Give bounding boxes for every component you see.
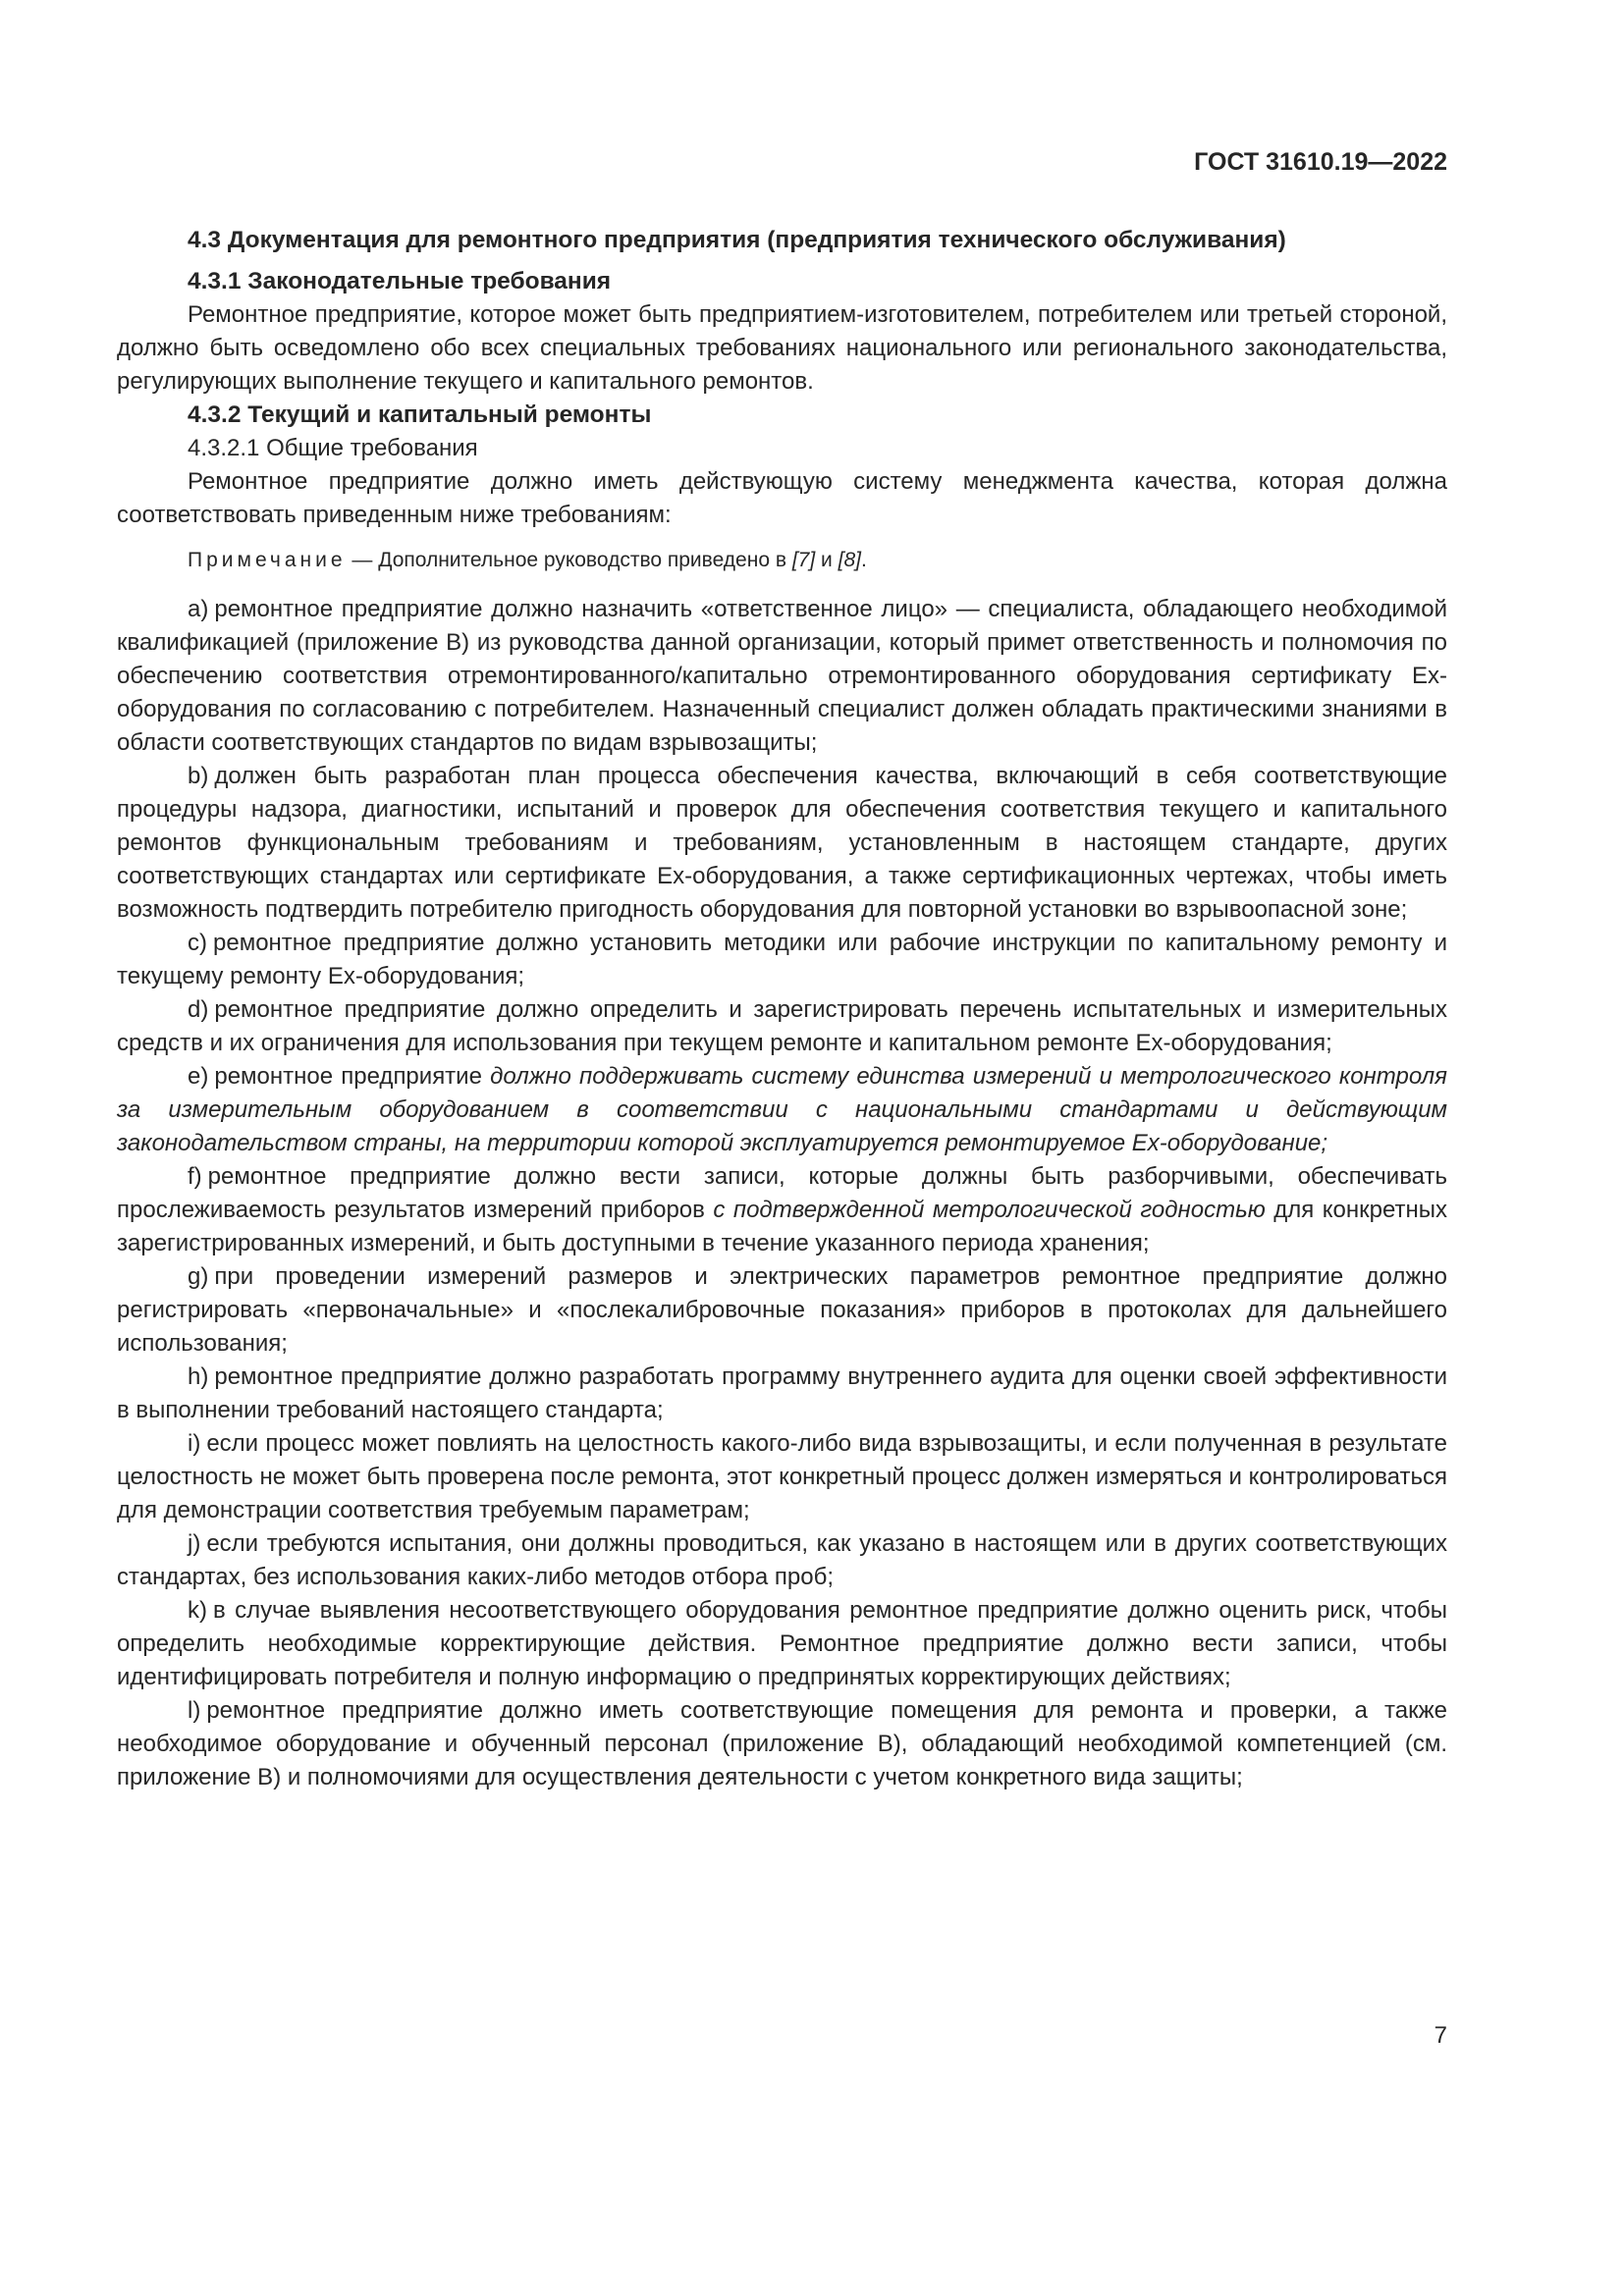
list-item-text: ремонтное предприятие должно вести записи, которые должны быть разборчивыми, обеспечивать прослеживаемость результатов измерений приборов (117, 1163, 1447, 1223)
note-and: и (815, 549, 839, 571)
section-heading-4-3-2: 4.3.2 Текущий и капитальный ремонты (188, 401, 652, 428)
list-letter: b) (188, 763, 209, 789)
list-item-h (117, 1361, 1447, 1427)
list-letter: l) (188, 1697, 201, 1724)
list-item-text: если процесс может повлиять на целостность какого-либо вида взрывозащиты, и если полученная в результате целостность не может быть проверена после ремонта, этот конкретный процесс должен измеряться и контролироваться для демонстрации соответствия требуемым параметрам; (117, 1430, 1447, 1523)
list-item-b (117, 760, 1447, 927)
list-item-g (117, 1260, 1447, 1361)
list-item-text: ремонтное предприятие должно иметь соответствующие помещения для ремонта и проверки, а также необходимое оборудование и обученный персонал (приложение В), обладающий необходимой компетенцией (см. приложение В) и полномочиями для осуществления деятельности с учетом конкретного вида защиты; (117, 1697, 1447, 1790)
list-item-text-after: для конкретных зарегистрированных измерений, и быть доступными в течение указанного периода хранения; (117, 1197, 1447, 1256)
list-letter: k) (188, 1597, 207, 1624)
note-ref-8: [8] (838, 549, 861, 571)
list-item-text: ремонтное предприятие (214, 1063, 491, 1090)
list-item-text: ремонтное предприятие должно разработать программу внутреннего аудита для оценки своей эффективности в выполнении требований настоящего стандарта; (117, 1363, 1447, 1423)
document-id-header: ГОСТ 31610.19—2022 (1194, 148, 1447, 176)
section-heading-4-3: 4.3 Документация для ремонтного предприятия (предприятия технического обслуживания) (188, 227, 1286, 253)
list-item-text-italic: должно поддерживать систему единства измерений и метрологического контроля за измерительным оборудованием в соответствии с национальными стандартами и действующим законодательством страны, на территории которой эксплуатируется ремонтируемое Ex-оборудование; (117, 1063, 1448, 1156)
list-letter: h) (188, 1363, 209, 1390)
list-item-text: должен быть разработан план процесса обеспечения качества, включающий в себя соответствующие процедуры надзора, диагностики, испытаний и проверок для обеспечения соответствия текущего и капитального ремонтов функциональным требованиям и требованиям, установленным в настоящем стандарте, других соответствующих стандартах или сертификате Ex-оборудования, а также сертификационных чертежах, чтобы иметь возможность подтвердить потребителю пригодность оборудования для повторной установки во взрывоопасной зоне; (117, 763, 1447, 923)
list-item-e (117, 1060, 1447, 1160)
page-number: 7 (1434, 2022, 1447, 2049)
list-letter: c) (188, 930, 207, 956)
section-heading-4-3-1: 4.3.1 Законодательные требования (188, 268, 612, 294)
note (117, 546, 1447, 575)
list-item-text: ремонтное предприятие должно определить и зарегистрировать перечень испытательных и измерительных средств и их ограничения для использования при текущем ремонте и капитальном ремонте Ex-оборудования; (117, 996, 1447, 1056)
list-letter: j) (188, 1530, 201, 1557)
paragraph-4-3-2-1-intro: Ремонтное предприятие должно иметь действующую систему менеджмента качества, которая должна соответствовать приведенным ниже требованиям: (117, 468, 1447, 528)
list-item-j (117, 1527, 1447, 1594)
list-letter: a) (188, 596, 209, 622)
list-letter: e) (188, 1063, 209, 1090)
list-letter: i) (188, 1430, 201, 1457)
list-item-text: ремонтное предприятие должно установить методики или рабочие инструкции по капитальному ремонту и текущему ремонту Ex-оборудования; (117, 930, 1447, 989)
list-letter: g) (188, 1263, 209, 1290)
list-item-text: в случае выявления несоответствующего оборудования ремонтное предприятие должно оценить риск, чтобы определить необходимые корректирующие действия. Ремонтное предприятие должно вести записи, чтобы идентифицировать потребителя и полную информацию о предпринятых корректирующих действиях; (117, 1597, 1447, 1690)
list-item-i (117, 1427, 1447, 1527)
sub-heading-4-3-2-1: 4.3.2.1 Общие требования (188, 435, 478, 461)
note-label: Примечание (188, 549, 347, 571)
list-item-c (117, 927, 1447, 993)
list-item-f (117, 1160, 1447, 1260)
list-item-text: при проведении измерений размеров и электрических параметров ремонтное предприятие должно регистрировать «первоначальные» и «послекалибровочные показания» приборов в протоколах для дальнейшего использования; (117, 1263, 1447, 1357)
list-item-text: если требуются испытания, они должны проводиться, как указано в настоящем или в других соответствующих стандартах, без использования каких-либо методов отбора проб; (117, 1530, 1447, 1590)
note-ref-7: [7] (791, 549, 816, 571)
list-item-l (117, 1694, 1447, 1794)
list-item-k (117, 1594, 1447, 1694)
list-letter: f) (188, 1163, 202, 1190)
note-end: . (860, 549, 867, 571)
list-item-d (117, 993, 1447, 1060)
page-content (117, 224, 1447, 1794)
list-item-text: ремонтное предприятие должно назначить «ответственное лицо» — специалиста, обладающего необходимой квалификацией (приложение В) из руководства данной организации, который примет ответственность и полномочия по обеспечению соответствия отремонтированного/капитально отремонтированного оборудования сертификату Ex-оборудования по согласованию с потребителем. Назначенный специалист должен обладать практическими знаниями в области соответствующих стандартов по видам взрывозащиты; (117, 596, 1447, 756)
list-item-a (117, 593, 1447, 760)
paragraph-4-3-1: Ремонтное предприятие, которое может быть предприятием-изготовителем, потребителем или третьей стороной, должно быть осведомлено обо всех специальных требованиях национального или регионального законодательства, регулирующих выполнение текущего и капитального ремонтов. (117, 301, 1447, 395)
list-item-text-italic: с подтвержденной метрологической годностью (713, 1197, 1266, 1223)
note-text: — Дополнительное руководство приведено в (346, 549, 792, 571)
list-letter: d) (188, 996, 209, 1023)
